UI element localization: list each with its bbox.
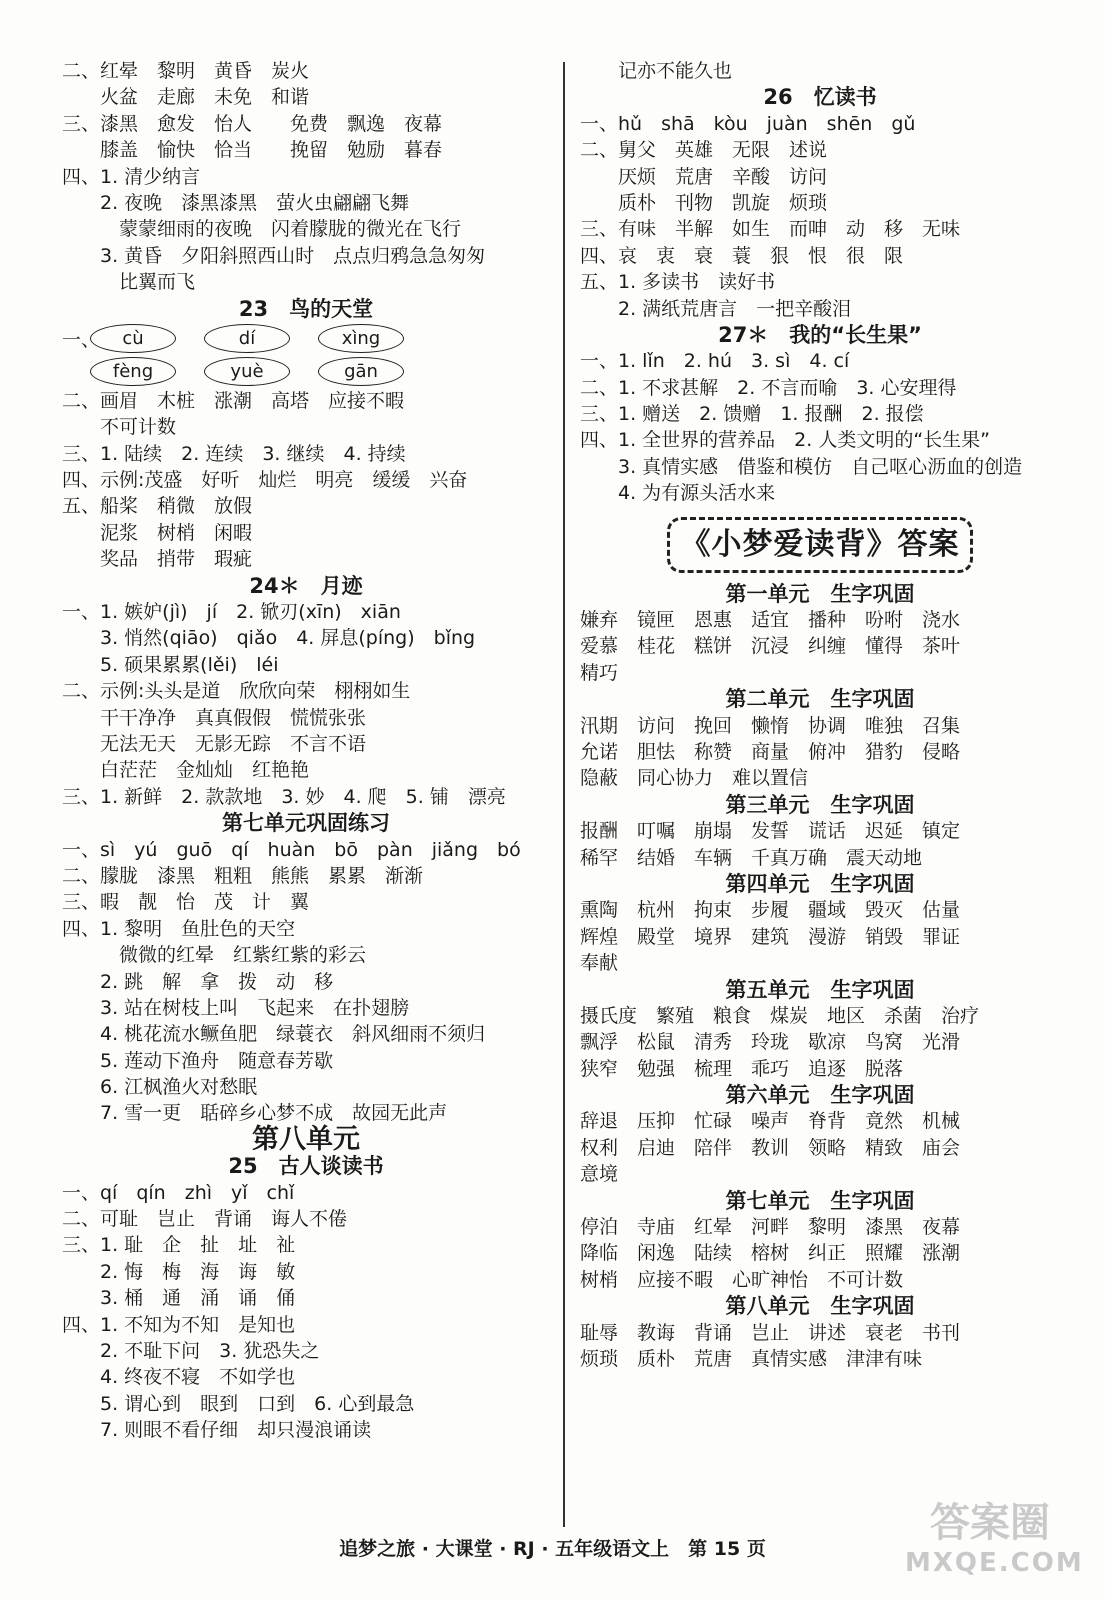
answer-line: 一、1. lǐn 2. hú 3. sì 4. cí <box>580 350 850 373</box>
pinyin-oval: xìng <box>318 324 404 353</box>
answer-line: 5. 硕果累累(lěi) léi <box>62 653 279 676</box>
answer-line: 三、1. 赠送 2. 馈赠 1. 报酬 2. 报偿 <box>580 403 924 426</box>
answer-line: 四、哀 衷 衰 蓑 狠 恨 很 限 <box>580 244 904 267</box>
answer-line: 权利 启迪 陪伴 教训 领略 精致 庙会 <box>580 1136 961 1159</box>
pinyin-oval: yuè <box>204 357 290 386</box>
answer-line: 膝盖 愉快 恰当 挽留 勉励 暮春 <box>62 139 443 162</box>
right-column <box>580 58 1060 1372</box>
answer-line: 厌烦 荒唐 辛酸 访问 <box>580 165 828 188</box>
section-heading: 第七单元 生字巩固 <box>725 1188 915 1213</box>
answer-line: 三、有味 半解 如生 而呻 动 移 无味 <box>580 218 961 241</box>
answer-line: 四、1. 黎明 鱼肚色的天空 <box>62 917 296 940</box>
answer-line: 精巧 <box>580 661 619 684</box>
answer-line: 2. 夜晚 漆黑漆黑 萤火虫翩翩飞舞 <box>62 191 410 214</box>
answer-line: 4. 终夜不寝 不如学也 <box>62 1366 296 1389</box>
answer-line: 干干净净 真真假假 慌慌张张 <box>62 706 367 729</box>
pinyin-oval: fèng <box>90 357 176 386</box>
answer-line: 烦琐 质朴 荒唐 真情实感 津津有味 <box>580 1347 923 1370</box>
answer-line: 二、红晕 黎明 黄昏 炭火 <box>62 60 310 82</box>
answer-line: 4. 桃花流水鳜鱼肥 绿蓑衣 斜风细雨不须归 <box>62 1023 486 1046</box>
answer-line: 树梢 应接不暇 心旷神怡 不可计数 <box>580 1268 904 1291</box>
answer-line: 二、示例:头头是道 欣欣向荣 栩栩如生 <box>62 680 411 703</box>
answer-line: 辉煌 殿堂 境界 建筑 漫游 销毁 罪证 <box>580 925 961 948</box>
answer-line: 7. 雪一更 聒碎乡心梦不成 故园无此声 <box>62 1102 448 1125</box>
answer-line: 辞退 压抑 忙碌 噪声 脊背 竟然 机械 <box>580 1110 961 1133</box>
pinyin-oval-row <box>62 355 550 388</box>
answer-line: 3. 站在树枝上叫 飞起来 在扑翅膀 <box>62 996 410 1019</box>
answer-line: 白茫茫 金灿灿 红艳艳 <box>62 759 310 782</box>
section-heading: 第三单元 生字巩固 <box>725 792 915 817</box>
answer-line: 微微的红晕 红紫红紫的彩云 <box>62 944 367 967</box>
answer-line: 泥浆 树梢 闲暇 <box>62 521 253 544</box>
answer-line: 比翼而飞 <box>62 271 196 294</box>
section-heading: 第六单元 生字巩固 <box>725 1083 915 1108</box>
answer-line: 汛期 访问 挽回 懒惰 协调 唯独 召集 <box>580 714 961 737</box>
answer-line: 4. 为有源头活水来 <box>580 482 776 505</box>
answer-line: 飘浮 松鼠 清秀 玲珑 歇凉 鸟窝 光滑 <box>580 1031 961 1054</box>
answer-line: 一、sì yú guō qí huàn bō pàn jiǎng bó <box>62 838 521 861</box>
answer-line: 隐蔽 同心协力 难以置信 <box>580 767 809 790</box>
answer-line: 一、qí qín zhì yǐ chǐ <box>62 1181 295 1204</box>
answer-line: 意境 <box>580 1163 619 1186</box>
left-column <box>62 58 550 1444</box>
answer-line: 四、1. 全世界的营养品 2. 人类文明的“长生果” <box>580 429 991 452</box>
answer-line: 降临 闲逸 陆续 榕树 纠正 照耀 涨潮 <box>580 1242 961 1265</box>
answer-line: 6. 江枫渔火对愁眠 <box>62 1076 258 1099</box>
answer-line: 允诺 胆怯 称赞 商量 俯冲 猎豹 侵略 <box>580 740 961 763</box>
answer-line: 四、示例:茂盛 好听 灿烂 明亮 缓缓 兴奋 <box>62 469 468 492</box>
answer-line: 蒙蒙细雨的夜晚 闪着朦胧的微光在飞行 <box>62 218 462 241</box>
answer-line: 二、可耻 岂止 背诵 诲人不倦 <box>62 1208 348 1231</box>
answer-line: 火盆 走廊 未免 和谐 <box>62 86 310 109</box>
answer-line: 2. 不耻下问 3. 犹恐失之 <box>62 1339 320 1362</box>
section-heading: 第五单元 生字巩固 <box>725 977 915 1002</box>
section-heading: 第八单元 <box>252 1123 360 1155</box>
answer-line: 3. 桶 通 涌 诵 俑 <box>62 1287 296 1310</box>
pinyin-oval: dí <box>204 324 290 353</box>
answer-line: 狭窄 勉强 梳理 乖巧 追逐 脱落 <box>580 1057 904 1080</box>
pinyin-oval: gān <box>318 357 404 386</box>
answer-line: 三、1. 新鲜 2. 款款地 3. 妙 4. 爬 5. 铺 漂亮 <box>62 785 506 808</box>
pinyin-oval-row <box>62 322 550 355</box>
item-number: 一、 <box>62 328 101 351</box>
answer-line: 三、1. 陆续 2. 连续 3. 继续 4. 持续 <box>62 442 406 465</box>
section-heading: 26 忆读书 <box>763 85 877 110</box>
answer-line: 3. 悄然(qiāo) qiǎo 4. 屏息(píng) bǐng <box>62 627 476 650</box>
answer-line: 质朴 刊物 凯旋 烦琐 <box>580 191 828 214</box>
watermark-bottom: MXQE.COM <box>905 1548 1084 1578</box>
answer-line: 耻辱 教诲 背诵 岂止 讲述 衰老 书刊 <box>580 1321 961 1344</box>
answer-line: 四、1. 清少纳言 <box>62 165 201 188</box>
answer-section-title: 《小梦爱读背》答案 <box>667 517 973 573</box>
section-heading: 第八单元 生字巩固 <box>725 1294 915 1319</box>
watermark-top: 答案圈 <box>930 1500 1050 1546</box>
answer-line: 稀罕 结婚 车辆 千真万确 震天动地 <box>580 846 923 869</box>
answer-line: 三、漆黑 愈发 怡人 免费 飘逸 夜幕 <box>62 112 443 135</box>
answer-line: 二、画眉 木桩 涨潮 高塔 应接不暇 <box>62 389 405 412</box>
answer-line: 2. 满纸荒唐言 一把辛酸泪 <box>580 297 852 320</box>
answer-line: 二、朦胧 漆黑 粗粗 熊熊 累累 渐渐 <box>62 864 424 887</box>
answer-line: 爱慕 桂花 糕饼 沉浸 纠缠 懂得 茶叶 <box>580 635 961 658</box>
section-heading: 23 鸟的天堂 <box>238 296 374 321</box>
section-heading: 第一单元 生字巩固 <box>725 581 915 606</box>
answer-line: 一、hǔ shā kòu juàn shēn gǔ <box>580 112 916 135</box>
section-heading: 第七单元巩固练习 <box>222 811 390 836</box>
section-heading: 27＊ 我的“长生果” <box>718 322 922 347</box>
section-heading: 25 古人谈读书 <box>228 1154 384 1179</box>
answer-line: 2. 跳 解 拿 拨 动 移 <box>62 970 334 993</box>
answer-line: 2. 悔 梅 海 诲 敏 <box>62 1260 296 1283</box>
answer-line: 五、船桨 稍微 放假 <box>62 495 253 518</box>
answer-line: 奖品 捎带 瑕疵 <box>62 548 253 571</box>
answer-line: 3. 黄昏 夕阳斜照西山时 点点归鸦急急匆匆 <box>62 244 486 267</box>
answer-line: 二、舅父 英雄 无限 述说 <box>580 139 828 162</box>
answer-line: 熏陶 杭州 拘束 步履 疆域 毁灭 估量 <box>580 899 961 922</box>
answer-line: 三、1. 耻 企 扯 址 祉 <box>62 1234 296 1257</box>
answer-line: 一、1. 嫉妒(jì) jí 2. 锨刃(xīn) xiān <box>62 601 401 624</box>
answer-line: 记亦不能久也 <box>580 60 733 82</box>
pinyin-oval: cù <box>90 324 176 353</box>
answer-line: 三、暇 靓 怡 茂 计 翼 <box>62 891 310 914</box>
answer-line: 四、1. 不知为不知 是知也 <box>62 1313 296 1336</box>
section-heading: 24＊ 月迹 <box>249 573 363 598</box>
answer-line: 无法无天 无影无踪 不言不语 <box>62 732 367 755</box>
answer-line: 二、1. 不求甚解 2. 不言而喻 3. 心安理得 <box>580 376 957 399</box>
answer-line: 摄氏度 繁殖 粮食 煤炭 地区 杀菌 治疗 <box>580 1004 980 1027</box>
answer-line: 报酬 叮嘱 崩塌 发誓 谎话 迟延 镇定 <box>580 820 961 843</box>
answer-line: 5. 谓心到 眼到 口到 6. 心到最急 <box>62 1392 415 1415</box>
answer-line: 5. 莲动下渔舟 随意春芳歇 <box>62 1049 334 1072</box>
answer-line: 3. 真情实感 借鉴和模仿 自己呕心沥血的创造 <box>580 455 1023 478</box>
watermark-logo <box>905 1500 1084 1590</box>
answer-line: 奉献 <box>580 952 619 975</box>
page-footer: 追梦之旅 · 大课堂 · RJ · 五年级语文上 第 15 页 <box>339 1538 766 1560</box>
answer-line: 不可计数 <box>62 416 177 439</box>
answer-line: 嫌弃 镜匣 恩惠 适宜 播种 吩咐 浇水 <box>580 609 961 632</box>
section-heading: 第四单元 生字巩固 <box>725 871 915 896</box>
column-divider <box>563 62 565 1527</box>
answer-line: 五、1. 多读书 读好书 <box>580 271 776 294</box>
section-heading: 第二单元 生字巩固 <box>725 687 915 712</box>
answer-line: 7. 则眼不看仔细 却只漫浪诵读 <box>62 1419 372 1442</box>
answer-line: 停泊 寺庙 红晕 河畔 黎明 漆黑 夜幕 <box>580 1216 961 1239</box>
